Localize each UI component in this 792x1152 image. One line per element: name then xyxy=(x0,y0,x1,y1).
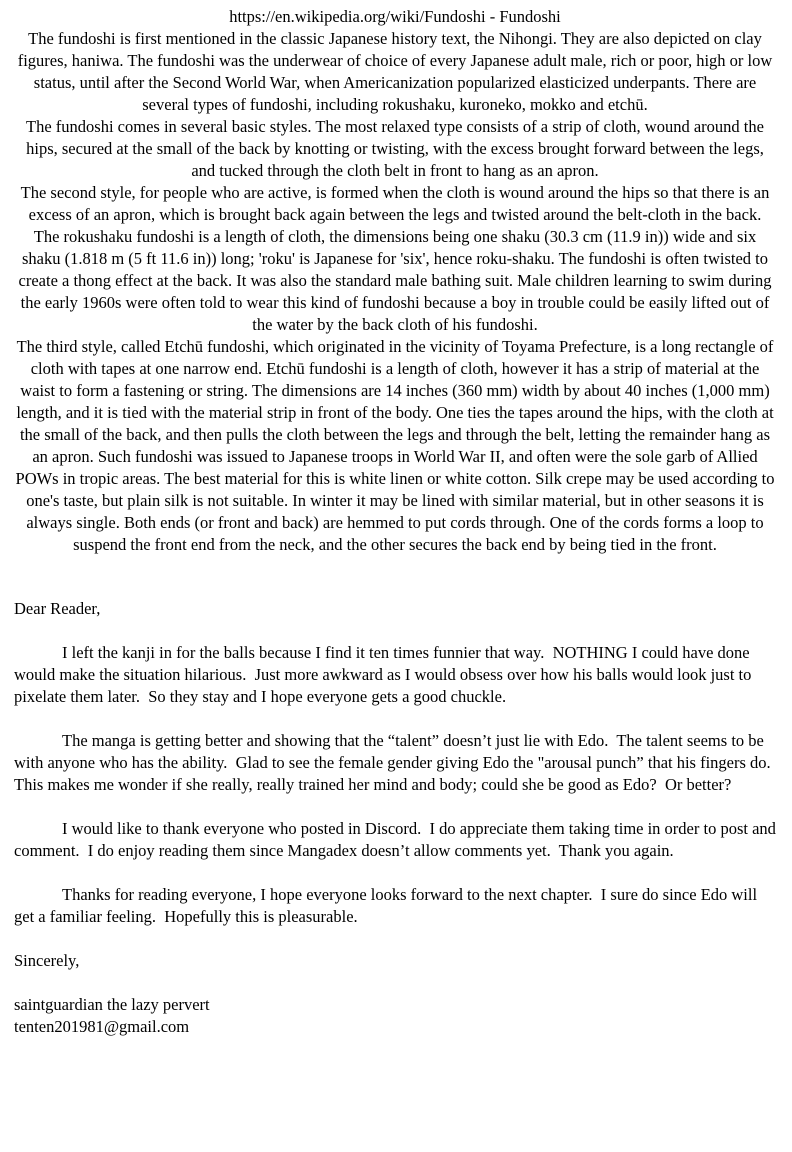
letter-paragraph-4: Thanks for reading everyone, I hope everyone looks forward to the next chapter. I sure do since Edo will get a familiar feeling. Hopefully this is pleasurable. xyxy=(14,885,762,926)
wiki-paragraph-3: The second style, for people who are active, is formed when the cloth is wound around the hips so that there is an excess of an apron, which is brought back again between the legs and twisted around the belt-cloth in the back. The rokushaku fundoshi is a length of cloth, the dimensions being one shaku (30.3 cm (11.9 in)) wide and six shaku (1.818 m (5 ft 11.6 in)) long; 'roku' is Japanese for 'six', hence roku-shaku. The fundoshi is often twisted to create a thong effect at the back. It was also the standard male bathing suit. Male children learning to swim during the early 1960s were often told to wear this kind of fundoshi because a boy in trouble could be easily lifted out of the water by the back cloth of his fundoshi. xyxy=(18,183,776,334)
reader-letter-section xyxy=(14,598,781,1038)
signature-email: tenten201981@gmail.com xyxy=(14,1017,190,1036)
wiki-excerpt-section xyxy=(14,6,779,556)
letter-paragraph-3: I would like to thank everyone who posted in Discord. I do appreciate them taking time in order to post and comment. I do enjoy reading them since Mangadex doesn’t allow comments yet. Thank you again. xyxy=(14,819,781,860)
wiki-paragraph-1: The fundoshi is first mentioned in the classic Japanese history text, the Nihongi. They are also depicted on clay figures, haniwa. The fundoshi was the underwear of choice of every Japanese adult male, rich or poor, high or low status, until after the Second World War, when Americanization popularized elasticized underpants. There are several types of fundoshi, including rokushaku, kuroneko, mokko and etchū. xyxy=(17,29,777,114)
wiki-paragraph-4: The third style, called Etchū fundoshi, which originated in the vicinity of Toyama Prefecture, is a long rectangle of cloth with tapes at one narrow end. Etchū fundoshi is a length of cloth, however it has a strip of material at the waist to form a fastening or string. The dimensions are 14 inches (360 mm) width by about 40 inches (1,000 mm) length, and it is tied with the material strip in front of the body. One ties the tapes around the hips, with the cloth at the small of the back, and then pulls the cloth between the legs and through the belt, letting the remainder hang as an apron. Such fundoshi was issued to Japanese troops in World War II, and often were the sole garb of Allied POWs in tropic areas. The best material for this is white linen or white cotton. Silk crepe may be used according to one's taste, but plain silk is not suitable. In winter it may be lined with similar material, but in other seasons it is always single. Both ends (or front and back) are hemmed to put cords through. One of the cords forms a loop to suspend the front end from the neck, and the other secures the back end by being tied in the front. xyxy=(15,337,779,554)
letter-paragraph-2: The manga is getting better and showing that the “talent” doesn’t just lie with Edo. The talent seems to be with anyone who has the ability. Glad to see the female gender giving Edo the "arousal punch” that his fingers do. This makes me wonder if she really, really trained her mind and body; could she be good as Edo? Or better? xyxy=(14,731,779,794)
source-url-line: https://en.wikipedia.org/wiki/Fundoshi - Fundoshi xyxy=(229,7,561,26)
signature-name: saintguardian the lazy pervert xyxy=(14,995,210,1014)
letter-paragraph-1: I left the kanji in for the balls because I find it ten times funnier that way. NOTHING I could have done would make the situation hilarious. Just more awkward as I would obsess over how his balls would look just to pixelate them later. So they stay and I hope everyone gets a good chuckle. xyxy=(14,643,756,706)
letter-salutation: Dear Reader, xyxy=(14,599,101,618)
wiki-paragraph-2: The fundoshi comes in several basic styles. The most relaxed type consists of a strip of cloth, wound around the hips, secured at the small of the back by knotting or twisting, with the excess brought forward between the legs, and tucked through the cloth belt in front to hang as an apron. xyxy=(26,117,769,180)
letter-closing: Sincerely, xyxy=(14,951,80,970)
